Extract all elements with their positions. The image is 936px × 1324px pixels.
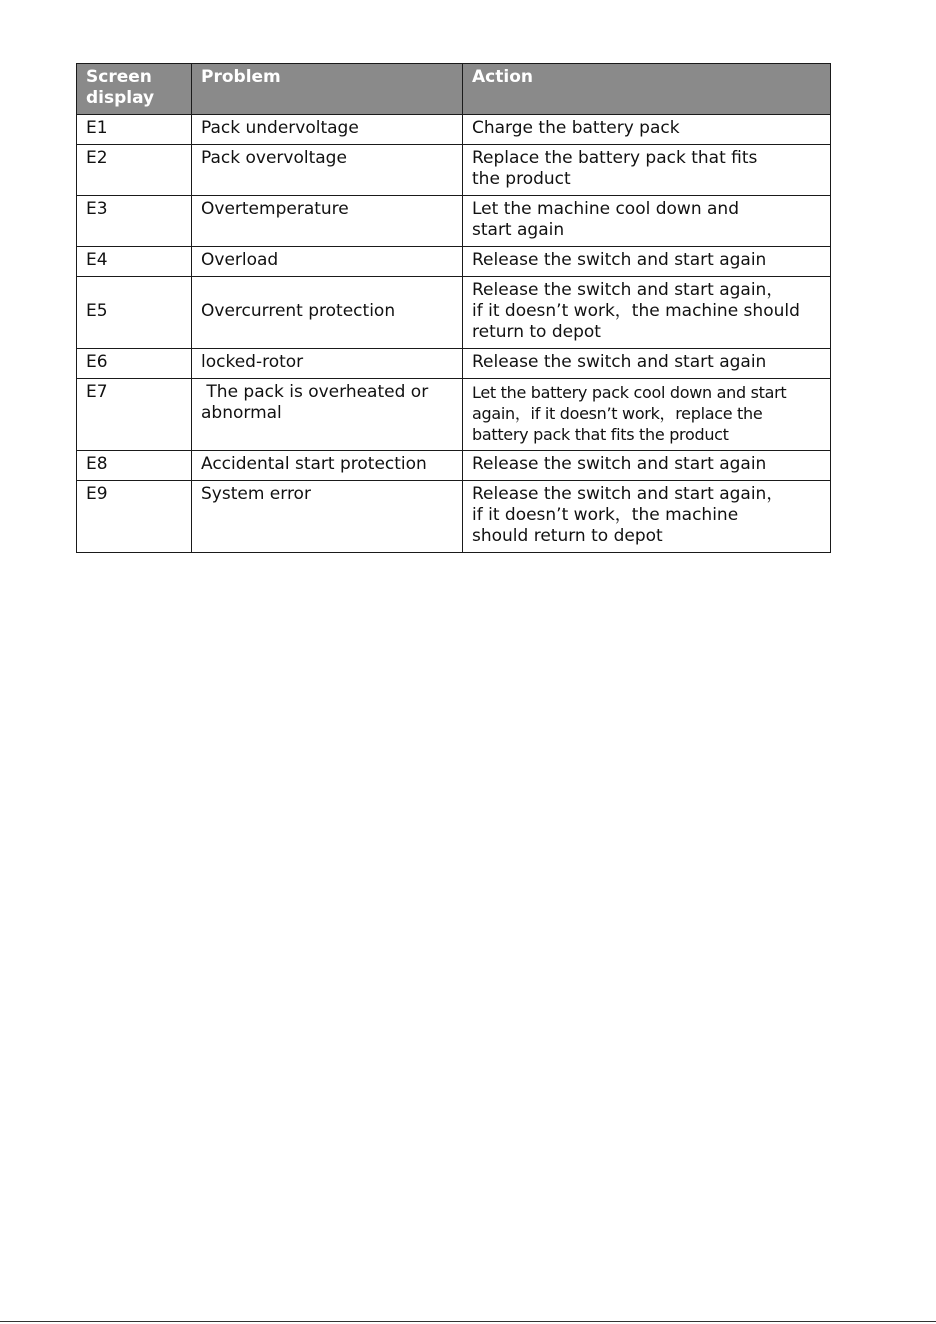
code-cell: E7 bbox=[77, 379, 192, 451]
header-screen-display: Screen display bbox=[77, 64, 192, 115]
action-cell: Release the switch and start again， if it doesn’t work，the machine should return to depot bbox=[463, 277, 831, 349]
code-cell: E2 bbox=[77, 145, 192, 196]
problem-cell: The pack is overheated or abnormal bbox=[192, 379, 463, 451]
table-header-row bbox=[77, 64, 831, 115]
table-row bbox=[77, 277, 831, 349]
table-row bbox=[77, 349, 831, 379]
action-cell: Let the machine cool down and start again bbox=[463, 196, 831, 247]
code-cell: E5 bbox=[77, 277, 192, 349]
table-row bbox=[77, 145, 831, 196]
problem-cell: Overcurrent protection bbox=[192, 277, 463, 349]
code-cell: E6 bbox=[77, 349, 192, 379]
code-cell: E3 bbox=[77, 196, 192, 247]
code-cell: E4 bbox=[77, 247, 192, 277]
header-action: Action bbox=[463, 64, 831, 115]
action-cell: Release the switch and start again bbox=[463, 247, 831, 277]
table-row bbox=[77, 481, 831, 553]
action-cell: Release the switch and start again bbox=[463, 451, 831, 481]
problem-cell: Pack overvoltage bbox=[192, 145, 463, 196]
table-row bbox=[77, 379, 831, 451]
action-cell: Charge the battery pack bbox=[463, 115, 831, 145]
action-cell: Release the switch and start again bbox=[463, 349, 831, 379]
table-row bbox=[77, 115, 831, 145]
problem-cell: Accidental start protection bbox=[192, 451, 463, 481]
error-code-table bbox=[76, 63, 831, 553]
code-cell: E8 bbox=[77, 451, 192, 481]
code-cell: E9 bbox=[77, 481, 192, 553]
code-cell: E1 bbox=[77, 115, 192, 145]
problem-cell: Overload bbox=[192, 247, 463, 277]
problem-cell: Pack undervoltage bbox=[192, 115, 463, 145]
table-row bbox=[77, 247, 831, 277]
header-problem: Problem bbox=[192, 64, 463, 115]
action-cell: Release the switch and start again， if it doesn’t work，the machine should return to depot bbox=[463, 481, 831, 553]
problem-cell: locked-rotor bbox=[192, 349, 463, 379]
problem-cell: System error bbox=[192, 481, 463, 553]
action-cell: Replace the battery pack that fits the product bbox=[463, 145, 831, 196]
action-cell: Let the battery pack cool down and start again，if it doesn’t work，replace the battery pack that fits the product bbox=[463, 379, 831, 451]
page-bottom-rule bbox=[0, 1321, 936, 1322]
problem-cell: Overtemperature bbox=[192, 196, 463, 247]
table-row bbox=[77, 451, 831, 481]
table-row bbox=[77, 196, 831, 247]
